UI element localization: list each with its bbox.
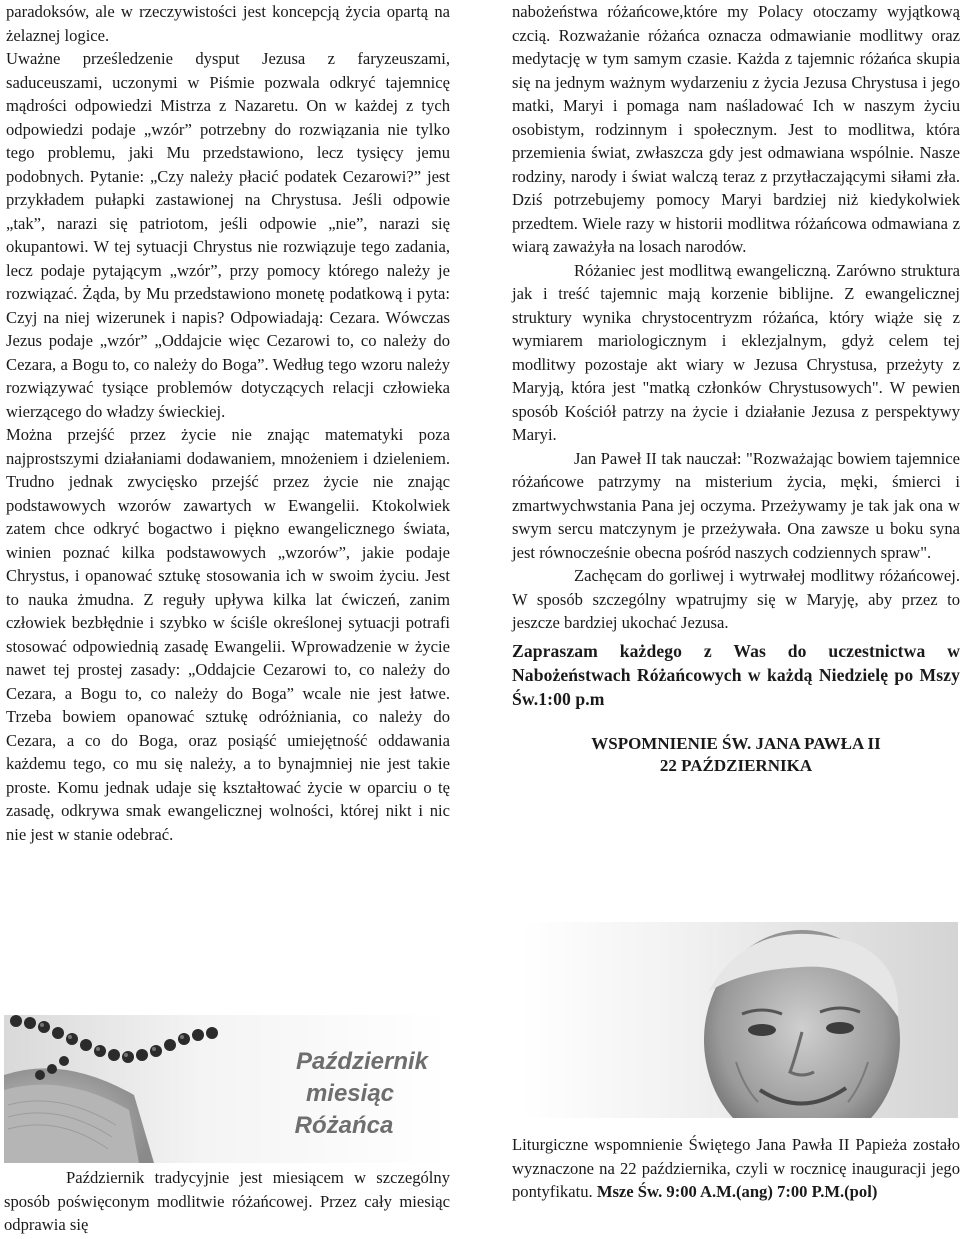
left-paragraph-2: Uważne prześledzenie dysput Jezusa z faryzeuszami, saduceuszami, uczonymi w Piśmie pozwala odkryć tajemnicę mądrości odpowiedzi Mistrza z Nazaretu. On w każdej z tych odpowiedzi podaje „wzór” potrzebny do rozwiązania nie tylko tego problemu, jaki Mu przedstawiono, lecz tysięcy jemu podobnych. Pytanie: „Czy należy płacić podatek Cezarowi?” jest przykładem pułapki zastawionej na Chrystusa. Jeśli odpowie „tak”, narazi się patriotom, jeśli odpowie „nie”, narazi się okupantowi. W tej sytuacji Chrystus nie rozwiązuje tego zadania, lecz podaje pytającym „wzór”, przy pomocy którego należy je rozwiązać. Żąda, by Mu przedstawiono monetę podatkową i pyta: Czyj na niej wizerunek i napis? Odpowiadają: Cezara. Wówczas Jezus podaje „wzór” „Oddajcie więc Cezarowi to, co należy do Cezara, a Bogu to, co należy do Boga”. Według tego wzoru należy rozwiązywać tysiące problemów dotyczących relacji człowieka wierzącego do władzy świeckiej. [6, 49, 450, 421]
left-paragraph-3: Można przejść przez życie nie znając matematyki poza najprostszymi działaniami dodawaniem, mnożeniem i dzieleniem. Trudno jednak zwycięsko przejść przez życie nie znając podstawowych wzorów zawartych w Ewangelii. Ktokolwiek zatem chce odkryć bogactwo i piękno ewangelicznego świata, winien poznać kilka podstawowych „wzorów”, jakie podaje Chrystus, i opanować sztukę stosowania ich w swoim życiu. Jest to nauka żmudna. Z reguły upływa kilka lat ćwiczeń, zanim człowiek bezbłędnie i szybko w ściśle określonej sytuacji potrafi stosować odpowiednią zasadę Ewangelii. Wprowadzenie w życie nawet tej prostej zasady: „Oddajcie Cezarowi to, co należy do Cezara, a Bogu to, co należy do Boga” wcale nie jest łatwe. Trzeba bowiem opanować sztukę odróżniania, co należy do Cezara, a co do Boga, oraz posiąść umiejętność oddawania każdemu tego, co mu się należy, a to bynajmniej nie jest takie proste. Komu jednak udaje się kształtować życie w oparciu o tę zasadę, odkrywa smak ewangelicznej wolności, której nikt i nic nie jest w stanie odebrać. [6, 425, 450, 844]
rosary-image [4, 1015, 448, 1163]
right-paragraph-2: Różaniec jest modlitwą ewangeliczną. Zarówno struktura jak i treść tajemnic mają korzenie biblijne. Z ewangelicznej struktury wynika chrystocentryzm różańca, który wiąże się z wymiarem mariologicznym i eklezjalnym, gdyż celem tej modlitwy pozostaje akt wiary w Jezusa Chrystusa, przeżyty z Maryją, która jest "matką członków Chrystusowych". W pewien sposób Kościół patrzy na życie i działanie Jezusa z perspektywy Maryi. [512, 260, 960, 444]
memorial-heading-line-1: WSPOMNIENIE ŚW. JANA PAWŁA II [591, 733, 881, 753]
right-paragraph-1: nabożeństwa różańcowe,które my Polacy otoczamy wyjątkową czcią. Rozważanie różańca oznacza odmawianie modlitwy oraz medytację w tym samym czasie. Każda z tajemnic różańca skupia się na jednym ważnym wydarzeniu z życia Jezusa Chrystusa i jego matki, Maryi i pomaga nam naśladować Ich w naszym życiu osobistym, rodzinnym i społecznym. Jest to modlitwa, która przemienia świat, zwłaszcza gdy jest odmawiana wspólnie. Nasze rodziny, narody i świat walczą teraz z przytłaczającymi siłami zła. Dziś potrzebujemy pomocy Maryi bardziej niż kiedykolwiek przedtem. Wiele razy w historii modlitwa różańcowa odmawiana z wiarą zaważyła na losach narodów. [512, 2, 960, 256]
right-caption [512, 1133, 960, 1204]
memorial-heading-line-2: 22 PAŹDZIERNIKA [659, 755, 813, 775]
right-paragraph-3: Jan Paweł II tak nauczał: "Rozważając bowiem tajemnice różańcowe patrzymy na misterium życia, męki, śmierci i zmartwychwstania Pana jej oczyma. Przeżywamy je tak jak ona w swym sercu matczynym je przeżywała. Ona zawsze u boku syna jest równocześnie obecna pośród naszych codziennych spraw". [512, 448, 960, 562]
memorial-heading [512, 733, 960, 777]
left-paragraph-1: paradoksów, ale w rzeczywistości jest koncepcją życia opartą na żelaznej logice. [6, 2, 450, 45]
left-caption-text: Październik tradycyjnie jest miesiącem w szczególny sposób poświęconym modlitwie różańcowej. Przez cały miesiąc odprawia się [4, 1168, 450, 1234]
left-column [6, 0, 450, 846]
john-paul-ii-portrait [522, 922, 958, 1118]
rosary-image-line-1: Październik [295, 1048, 429, 1075]
mass-times: Msze Św. 9:00 A.M.(ang) 7:00 P.M.(pol) [596, 1182, 878, 1201]
right-paragraph-4: Zachęcam do gorliwej i wytrwałej modlitwy różańcowej. W sposób szczególny wpatrujmy się w Maryję, aby przez to jeszcze bardziej ukochać Jezusa. [512, 566, 960, 632]
right-caption-paragraph [512, 1133, 960, 1204]
right-column [512, 0, 960, 777]
rosary-image-line-3: Różańca [294, 1112, 394, 1139]
rosary-image-line-2: miesiąc [305, 1080, 395, 1107]
right-caption-text: Liturgiczne wspomnienie Świętego Jana Pawła II Papieża zostało wyznaczone na 22 października, czyli w rocznicę inauguracji jego pontyfikatu. [512, 1135, 960, 1201]
invitation-notice: Zapraszam każdego z Was do uczestnictwa w Nabożeństwach Różańcowych w każdą Niedzielę po Mszy Św.1:00 p.m [512, 640, 960, 709]
left-caption [4, 1166, 450, 1237]
